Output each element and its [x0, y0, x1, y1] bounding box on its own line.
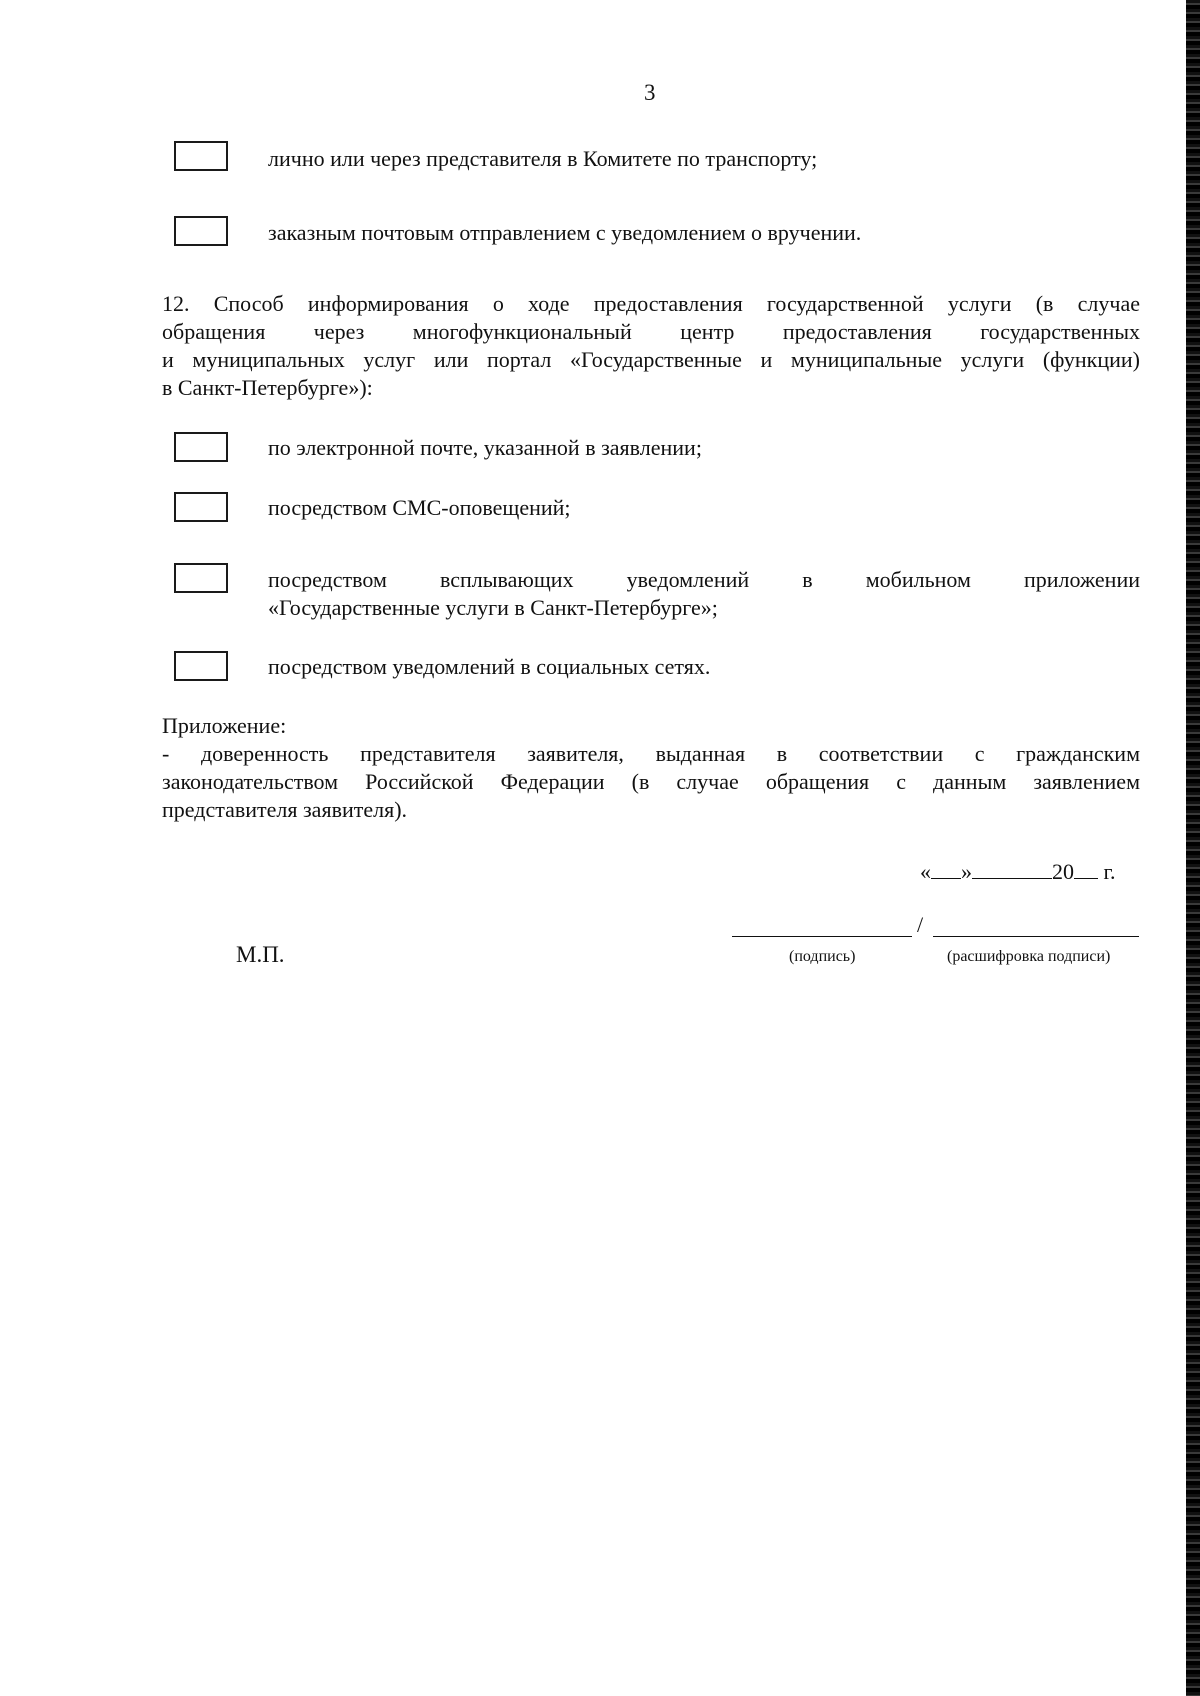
stamp-label: М.П. [236, 942, 285, 967]
signature-decryption-line[interactable] [933, 936, 1139, 937]
date-year-blank[interactable] [1074, 856, 1098, 879]
inform-push-text-line: посредством всплывающих уведомлений в мобильном приложении [268, 567, 1140, 592]
date-day-blank[interactable] [931, 856, 961, 879]
delivery-in-person-label: лично или через представителя в Комитете по транспорту; [268, 146, 818, 171]
inform-sms-text: посредством СМС-оповещений; [268, 495, 571, 520]
signature-caption: (подпись) [789, 948, 856, 965]
date-open-quote: « [920, 859, 931, 884]
delivery-registered-mail-checkbox[interactable] [174, 216, 228, 246]
section-12-line: и муниципальных услуг или портал «Государственные и муниципальные услуги (функции) [162, 347, 1140, 372]
page-number: 3 [644, 80, 656, 105]
inform-social-label [268, 653, 1140, 681]
date-close-quote: » [961, 859, 972, 884]
delivery-registered-mail-label: заказным почтовым отправлением с уведомлением о вручении. [268, 220, 862, 245]
date-year-prefix: 20 [1052, 859, 1074, 884]
section-12-line: обращения через многофункциональный центр предоставления государственных [162, 319, 1140, 344]
section-12-paragraph [162, 290, 1140, 402]
appendix-line: - доверенность представителя заявителя, выданная в соответствии с гражданским [162, 741, 1140, 766]
date-year-suffix: г. [1103, 859, 1116, 884]
inform-email-label [268, 434, 1140, 462]
appendix-heading: Приложение: [162, 713, 287, 738]
appendix-line: представителя заявителя). [162, 797, 408, 822]
signature-line[interactable] [732, 936, 912, 937]
date-line [920, 856, 1116, 885]
inform-email-text: по электронной почте, указанной в заявлении; [268, 435, 702, 460]
appendix-line: законодательством Российской Федерации (в случае обращения с данным заявлением [162, 769, 1140, 794]
inform-push-label [268, 566, 1140, 622]
inform-sms-checkbox[interactable] [174, 492, 228, 522]
section-12-line: в Санкт-Петербурге»): [162, 375, 373, 400]
inform-sms-label [268, 494, 1140, 522]
inform-push-checkbox[interactable] [174, 563, 228, 593]
appendix-block [162, 712, 1140, 824]
date-month-blank[interactable] [972, 856, 1052, 879]
section-12-line: 12. Способ информирования о ходе предоставления государственной услуги (в случае [162, 291, 1140, 316]
delivery-in-person-checkbox[interactable] [174, 141, 228, 171]
inform-email-checkbox[interactable] [174, 432, 228, 462]
signature-slash: / [917, 912, 924, 937]
inform-social-checkbox[interactable] [174, 651, 228, 681]
signature-decryption-caption: (расшифровка подписи) [947, 948, 1111, 965]
scan-edge-border [1186, 0, 1200, 1696]
inform-social-text: посредством уведомлений в социальных сетях. [268, 654, 711, 679]
inform-push-text-line: «Государственные услуги в Санкт-Петербурге»; [268, 595, 718, 620]
